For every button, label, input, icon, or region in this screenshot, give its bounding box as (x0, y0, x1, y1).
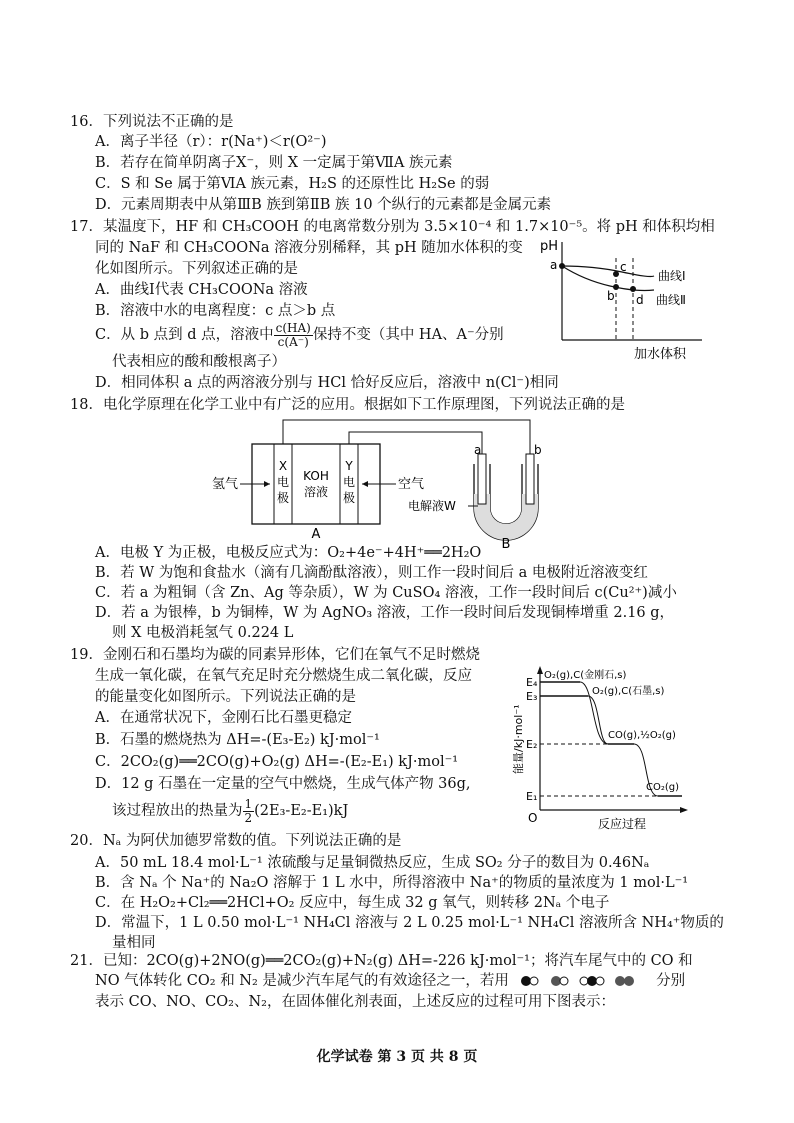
fraction-denominator: c(A⁻) (277, 334, 309, 349)
q21-line-1: 21．已知：2CO(g)+2NO(g)══2CO₂(g)+N₂(g) ΔH=-226 kJ·mol⁻¹；将汽车尾气中的 CO 和 (70, 953, 693, 969)
x-electrode-label-2: 电 (276, 475, 290, 489)
hydrogen-arrowhead (264, 481, 270, 487)
q20-option-c: C．在 H₂O₂+Cl₂══2HCl+O₂ 反应中，每生成 32 g 氧气，则转移 2Nₐ 个电子 (95, 895, 610, 911)
q18-stem: 18．电化学原理在化学工业中有广泛的应用。根据如下工作原理图，下列说法正确的是 (70, 397, 625, 413)
half-numerator: 1 (244, 796, 253, 811)
koh-label-1: KOH (303, 469, 329, 483)
label-b: b (607, 289, 615, 303)
wire-x-to-b (283, 420, 530, 454)
point-d (630, 286, 636, 292)
q19-option-d-post: (2E₃-E₂-E₁)kJ (254, 803, 349, 819)
q17-option-a: A．曲线Ⅰ代表 CH₃COONa 溶液 (95, 282, 308, 298)
q20-option-b: B．含 Nₐ 个 Na⁺的 Na₂O 溶解于 1 L 水中，所得溶液中 Na⁺的物质的量浓度为 1 mol·L⁻¹ (95, 875, 689, 891)
reaction-process-label: 反应过程 (598, 817, 647, 831)
q17-stem-3: 化如图所示。下列叙述正确的是 (95, 261, 298, 277)
point-c (613, 271, 619, 277)
q19-option-d: D．12 g 石墨在一定量的空气中燃烧，生成气体产物 36g, (95, 776, 471, 792)
q19-option-c: C．2CO₂(g)══2CO(g)+O₂(g) ΔH=-(E₂-E₁) kJ·mol⁻¹ (95, 754, 459, 770)
q19-stem-2: 生成一氧化碳，在氧气充足时充分燃烧生成二氧化碳，反应 (95, 668, 472, 684)
e4-label: E₄ (526, 676, 538, 689)
co-oxygen-icon (530, 977, 538, 985)
q19-stem-1: 19．金刚石和石墨均为碳的同素异形体，它们在氧气不足时燃烧 (70, 647, 480, 663)
molecule-symbols (518, 974, 648, 988)
electrode-a (478, 454, 486, 504)
fraction-numerator: c(HA) (275, 320, 311, 335)
koh-label-2: 溶液 (303, 485, 329, 499)
y-electrode-label-3: 极 (342, 491, 356, 505)
x-electrode-label-3: 极 (276, 491, 290, 505)
co-state-label: CO(g),½O₂(g) (608, 730, 676, 741)
q19-option-d-pre: 该过程放出的热量为 (112, 803, 243, 819)
q16-option-a: A．离子半径（r）：r(Na⁺)＜r(O²⁻) (95, 134, 327, 150)
ph-axis-label: pH (540, 239, 559, 254)
energy-x-arrowhead (680, 807, 688, 813)
q20-stem: 20．Nₐ 为阿伏加德罗常数的值。下列说法正确的是 (70, 833, 402, 849)
label-d: d (636, 293, 644, 307)
half-denominator: 2 (244, 810, 253, 825)
ph-dilution-graph (534, 232, 710, 364)
q17-option-c-cont: 代表相应的酸和酸根离子） (112, 354, 286, 370)
e3-label: E₃ (526, 690, 538, 703)
n2-atom-right-icon (624, 976, 634, 986)
curve-1 (562, 266, 654, 277)
label-c: c (620, 260, 627, 274)
half-fraction (243, 798, 255, 825)
q19-option-a: A．在通常状况下，金刚石比石墨更稳定 (95, 710, 352, 726)
q19-stem-3: 的能量变化如图所示。下列说法正确的是 (95, 689, 356, 705)
e2-label: E₂ (526, 738, 538, 751)
q21-line-3: 表示 CO、NO、CO₂、N₂，在固体催化剂表面，上述反应的过程可用下图表示： (95, 994, 615, 1010)
q17-stem-2: 同的 NaF 和 CH₃COONa 溶液分别稀释，其 pH 随加水体积的变 (95, 240, 523, 256)
q20-option-a: A．50 mL 18.4 mol·L⁻¹ 浓硫酸与足量铜微热反应，生成 SO₂ 分子的数目为 0.46Nₐ (95, 855, 650, 871)
electrode-b (526, 454, 534, 504)
energy-diagram (508, 664, 690, 834)
graphite-state-label: O₂(g),C(石墨,s) (592, 686, 665, 697)
q21-line-2 (95, 972, 685, 990)
y-electrode-label-2: 电 (342, 475, 356, 489)
page-footer: 化学试卷 第 3 页 共 8 页 (316, 1049, 478, 1065)
energy-axis-label: 能量/kJ·mol⁻¹ (512, 704, 525, 774)
curve-2-label: 曲线Ⅱ (656, 293, 686, 307)
electrochem-diagram (212, 414, 562, 552)
co2-state-label: CO₂(g) (646, 782, 680, 793)
label-b-tube: B (501, 537, 511, 552)
q18-option-a: A．电极 Y 为正极，电极反应式为：O₂+4e⁻+4H⁺══2H₂O (95, 545, 482, 561)
fuel-cell-box (252, 444, 380, 524)
hydrogen-label: 氢气 (212, 477, 239, 492)
electrolyte-label: 电解液W (408, 499, 456, 513)
co2-oxygen-right-icon (596, 977, 604, 985)
label-a-cell: A (311, 527, 321, 542)
q16-stem: 16．下列说法不正确的是 (70, 114, 234, 130)
q18-option-c: C．若 a 为粗铜（含 Zn、Ag 等杂质），W 为 CuSO₄ 溶液，工作一段时间后 c(Cu²⁺)减小 (95, 585, 677, 601)
q17-option-c-post: 保持不变（其中 HA、A⁻分别 (312, 327, 504, 343)
air-arrowhead (362, 481, 368, 487)
q16-option-b: B．若存在简单阴离子X⁻，则 X 一定属于第ⅦA 族元素 (95, 155, 453, 171)
q20-option-d: D．常温下，1 L 0.50 mol·L⁻¹ NH₄Cl 溶液与 2 L 0.25 mol·L⁻¹ NH₄Cl 溶液所含 NH₄⁺物质的 (95, 915, 724, 931)
q19-option-d-cont (112, 796, 348, 826)
q18-option-b: B．若 W 为饱和食盐水（滴有几滴酚酞溶液），则工作一段时间后 a 电极附近溶液变红 (95, 565, 648, 581)
q20-option-d-cont: 量相同 (112, 935, 156, 951)
origin-label: O (528, 811, 538, 825)
ha-ratio-fraction (274, 322, 313, 349)
air-label: 空气 (398, 477, 425, 492)
x-electrode-label-1: X (278, 459, 288, 473)
q16-option-c: C．S 和 Se 属于第ⅥA 族元素，H₂S 的还原性比 H₂Se 的弱 (95, 176, 490, 192)
q21-line-2-end: 分别 (656, 973, 686, 989)
curve-1-label: 曲线Ⅰ (658, 269, 686, 283)
u-tube-inner (490, 464, 522, 524)
diamond-state-label: O₂(g),C(金刚石,s) (544, 670, 627, 681)
n2-atom-left-icon (615, 976, 625, 986)
q18-option-d: D．若 a 为银棒，b 为铜棒，W 为 AgNO₃ 溶液，工作一段时间后发现铜棒增重 2.16 g， (95, 605, 675, 621)
q17-option-c-pre: C．从 b 点到 d 点，溶液中 (95, 327, 274, 343)
q21-line-2-text: NO 气体转化 CO₂ 和 N₂ 是减少汽车尾气的有效途径之一，若用 (95, 973, 509, 989)
q17-option-b: B．溶液中水的电离程度：c 点＞b 点 (95, 303, 336, 319)
q19-option-b: B．石墨的燃烧热为 ΔH=-(E₃-E₂) kJ·mol⁻¹ (95, 732, 380, 748)
point-a (559, 263, 565, 269)
q18-option-d-cont: 则 X 电极消耗氢气 0.224 L (112, 625, 294, 641)
electrode-a-label: a (474, 443, 482, 457)
label-a: a (550, 258, 558, 272)
water-volume-label: 加水体积 (634, 347, 687, 362)
q17-option-c (95, 320, 504, 350)
co2-oxygen-left-icon (580, 977, 588, 985)
y-electrode-label-1: Y (345, 459, 353, 473)
q17-option-d: D．相同体积 a 点的两溶液分别与 HCl 恰好反应后，溶液中 n(Cl⁻)相同 (95, 375, 559, 391)
electrode-b-label: b (534, 443, 542, 457)
no-oxygen-icon (560, 977, 568, 985)
e1-label: E₁ (526, 790, 538, 803)
q16-option-d: D．元素周期表中从第ⅢB 族到第ⅡB 族 10 个纵行的元素都是金属元素 (95, 197, 552, 213)
energy-y-arrowhead (537, 666, 543, 674)
wire-y-to-a (349, 432, 482, 454)
q17-stem-1: 17．某温度下，HF 和 CH₃COOH 的电离常数分别为 3.5×10⁻⁴ 和 1.7×10⁻⁵。将 pH 和体积均相 (70, 219, 715, 235)
